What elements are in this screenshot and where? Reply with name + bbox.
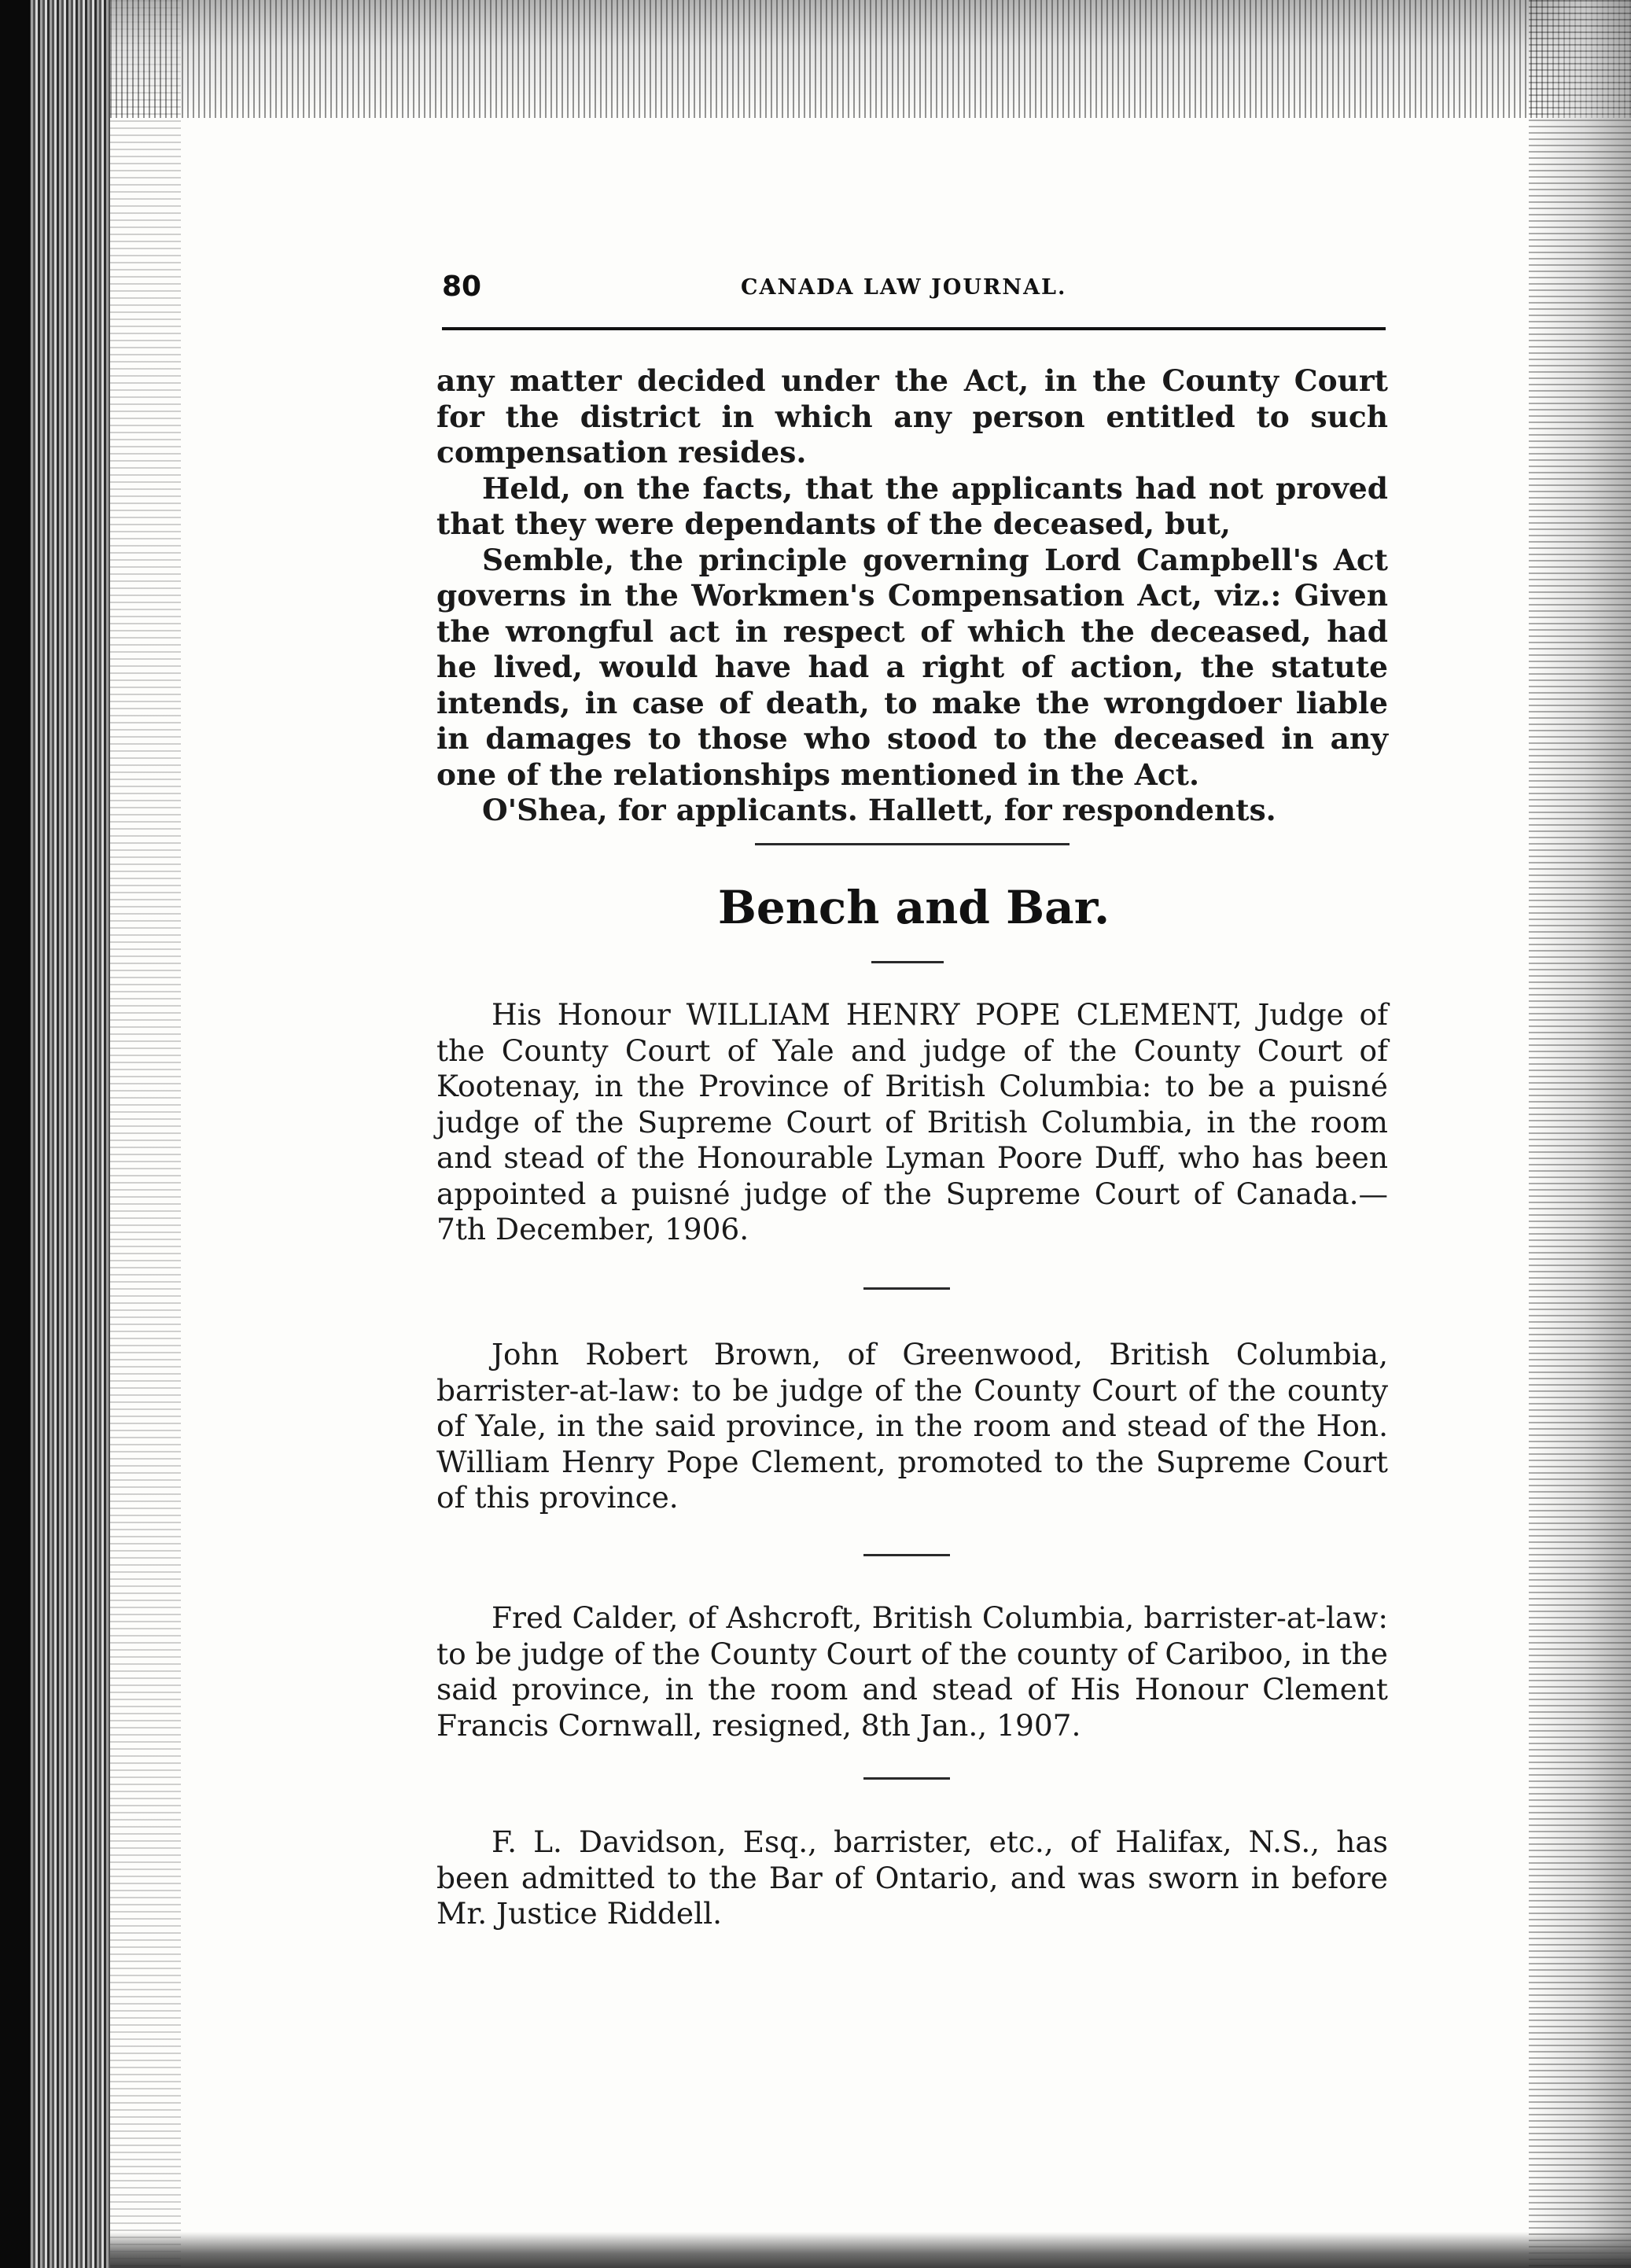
heading-rule [871, 961, 944, 963]
notice-divider [863, 1287, 950, 1290]
section-heading: Bench and Bar. [717, 881, 1110, 934]
notice-divider [863, 1554, 950, 1556]
notice-text: His Honour WILLIAM HENRY POPE CLEMENT, Judge of the County Court of Yale and judge of the County Court of Kootenay, in the Province of British Columbia: to be a puisné judge of the Supreme Court of British Columbia, in the room and stead of the Honourable Lyman Poore Duff, who has been appointed a puisné judge of the Supreme Court of Canada.—7th December, 1906. [436, 997, 1388, 1246]
case-note-paragraph: Held, on the facts, that the applicants had not proved that they were dependants of the deceased, but, [436, 470, 1388, 541]
binding-shadow [110, 0, 181, 2268]
header-rule [442, 327, 1386, 330]
scan-border-top [110, 0, 1631, 118]
admission-notice [436, 1824, 1388, 1932]
case-note-paragraph: O'Shea, for applicants. Hallett, for respondents. [482, 793, 1276, 827]
notice-text: John Robert Brown, of Greenwood, British Columbia, barrister-at-law: to be judge of the County Court of the county of Yale, in the said province, in the room and stead of the Hon. William Henry Pope Clement, promoted to the Supreme Court of this province. [436, 1337, 1388, 1515]
scan-border-right [1529, 0, 1631, 2268]
case-note-paragraph: any matter decided under the Act, in the County Court for the district in which any person entitled to such compensation resides. [436, 363, 1388, 469]
section-divider [755, 843, 1070, 845]
notice-text: F. L. Davidson, Esq., barrister, etc., of Halifax, N.S., has been admitted to the Bar of Ontario, and was sworn in before Mr. Justice Riddell. [436, 1824, 1388, 1931]
scan-border-bottom [110, 2232, 1631, 2268]
notice-text: Fred Calder, of Ashcroft, British Columbia, barrister-at-law: to be judge of the County Court of the county of Cariboo, in the said province, in the room and stead of His Honour Clement Francis Cornwall, resigned, 8th Jan., 1907. [436, 1600, 1388, 1743]
case-note-paragraph: Semble, the principle governing Lord Campbell's Act governs in the Workmen's Compensation Act, viz.: Given the wrongful act in respect of which the deceased, had he lived, would have had a right of action, the statute intends, in case of death, to make the wrongdoer liable in damages to those who stood to the deceased in any one of the relationships mentioned in the Act. [436, 542, 1388, 792]
notice-divider [863, 1777, 950, 1780]
scan-border-left [0, 0, 30, 2268]
case-note [436, 363, 1388, 829]
appointment-notice [436, 1337, 1388, 1516]
page-number: 80 [442, 271, 482, 303]
running-head [442, 271, 1386, 310]
appointment-notice [436, 1600, 1388, 1743]
journal-title: CANADA LAW JOURNAL. [741, 275, 1067, 300]
appointment-notice [436, 997, 1388, 1248]
